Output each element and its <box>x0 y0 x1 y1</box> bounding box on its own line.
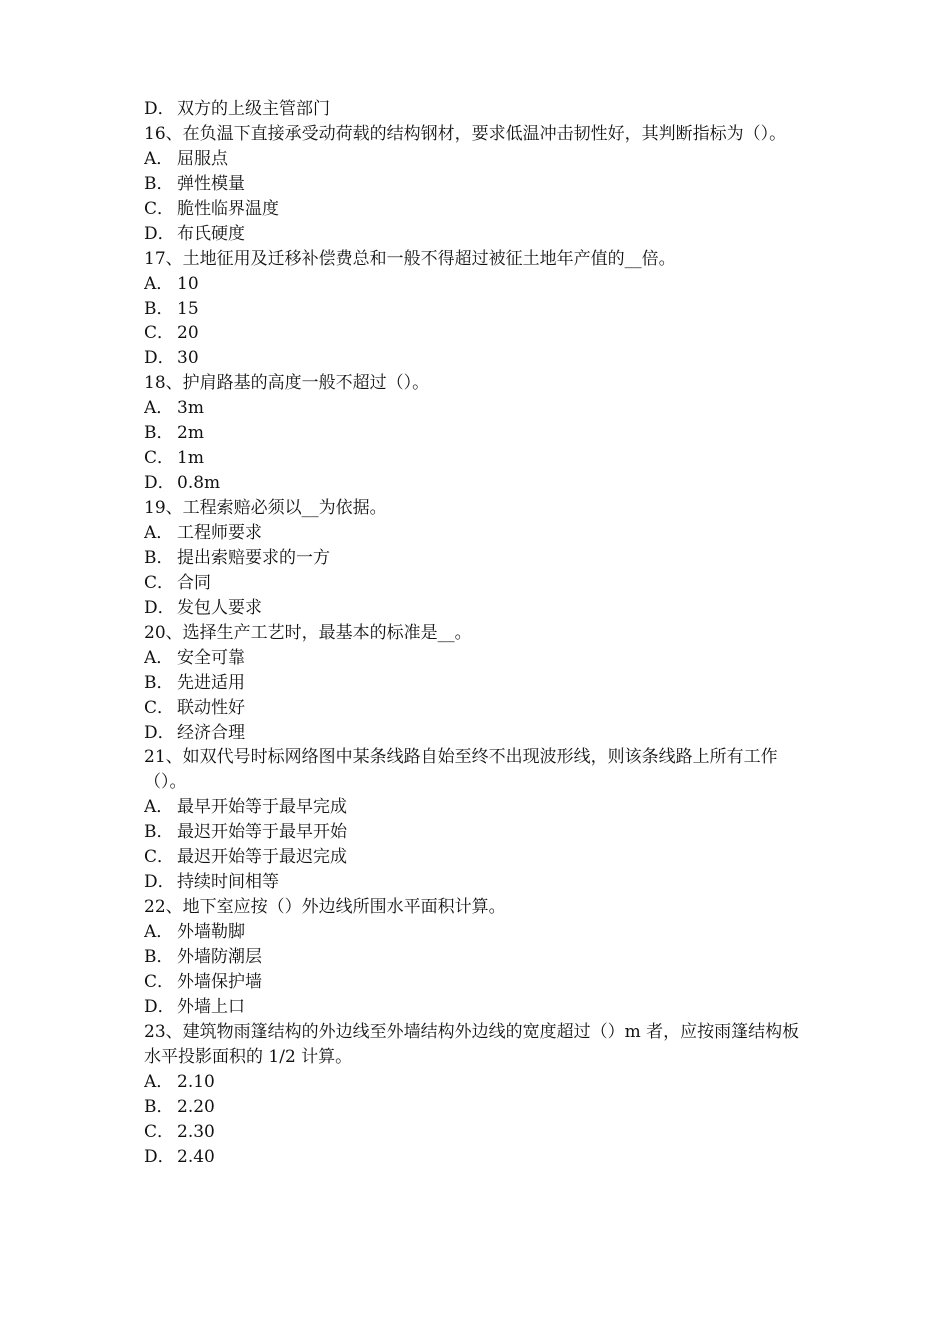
option-letter: D． <box>144 223 175 244</box>
option-letter: C． <box>144 572 175 593</box>
option-letter: A． <box>144 647 174 668</box>
option-text: 15 <box>177 298 199 319</box>
option-text: 外墙上口 <box>177 996 245 1017</box>
option-letter: C． <box>144 847 175 868</box>
question-19: 19、工程索赔必须以__为依据。 <box>144 498 387 519</box>
option-line <box>144 421 814 446</box>
option-text: 弹性模量 <box>177 173 245 194</box>
option-letter: C． <box>144 448 175 469</box>
option-text: 布氏硬度 <box>177 223 245 244</box>
question-16: 16、在负温下直接承受动荷载的结构钢材，要求低温冲击韧性好，其判断指标为（）。 <box>144 123 787 144</box>
option-text: 屈服点 <box>177 148 228 169</box>
option-text: 外墙勒脚 <box>177 922 245 943</box>
option-line <box>144 1095 814 1120</box>
option-line <box>144 471 814 496</box>
question-23: 23、建筑物雨篷结构的外边线至外墙结构外边线的宽度超过（）m 者，应按雨篷结构板水平投影面积的 1/2 计算。 <box>144 1021 800 1067</box>
option-line <box>144 446 814 471</box>
option-text: 30 <box>177 348 199 369</box>
option-line <box>144 845 814 870</box>
option-line <box>144 646 814 671</box>
option-line <box>144 820 814 845</box>
option-text: 先进适用 <box>177 672 245 693</box>
option-text: 2.40 <box>177 1146 215 1167</box>
option-text: 安全可靠 <box>177 647 245 668</box>
option-line <box>144 970 814 995</box>
question-18: 18、护肩路基的高度一般不超过（）。 <box>144 373 430 394</box>
option-letter: B． <box>144 547 174 568</box>
option-letter: A． <box>144 797 174 818</box>
option-text: 工程师要求 <box>177 523 262 543</box>
option-text: 2m <box>177 423 204 444</box>
option-text: 经济合理 <box>177 722 245 743</box>
option-text: 最迟开始等于最早开始 <box>177 822 347 843</box>
option-text: 1m <box>177 448 204 469</box>
option-line <box>144 197 814 222</box>
option-text: 10 <box>177 273 199 294</box>
option-letter: A． <box>144 1071 174 1092</box>
option-letter: D． <box>144 597 175 618</box>
option-line <box>144 97 814 122</box>
option-text: 联动性好 <box>177 697 245 718</box>
option-line <box>144 671 814 696</box>
question-21: 21、如双代号时标网络图中某条线路自始至终不出现波形线，则该条线路上所有工作（）。 <box>144 747 778 793</box>
option-letter: D． <box>144 99 175 119</box>
option-letter: C． <box>144 697 175 718</box>
option-letter: B． <box>144 672 174 693</box>
option-text: 持续时间相等 <box>177 872 279 893</box>
option-text: 外墙保护墙 <box>177 971 262 992</box>
option-letter: A． <box>144 148 174 169</box>
option-line <box>144 321 814 346</box>
option-letter: D． <box>144 1146 175 1167</box>
option-letter: D． <box>144 872 175 893</box>
option-text: 发包人要求 <box>177 597 262 618</box>
option-text: 提出索赔要求的一方 <box>177 547 330 568</box>
option-line <box>144 920 814 945</box>
option-line <box>144 721 814 746</box>
option-text: 最早开始等于最早完成 <box>177 797 347 818</box>
option-letter: C． <box>144 971 175 992</box>
option-letter: A． <box>144 273 174 294</box>
option-line <box>144 571 814 596</box>
option-line <box>144 147 814 172</box>
option-letter: A． <box>144 523 174 543</box>
option-text: 2.10 <box>177 1071 215 1092</box>
option-letter: A． <box>144 398 174 419</box>
option-letter: B． <box>144 822 174 843</box>
option-text: 2.30 <box>177 1121 215 1142</box>
option-line <box>144 222 814 247</box>
option-line <box>144 995 814 1020</box>
option-letter: C． <box>144 323 175 344</box>
option-text: 20 <box>177 323 199 344</box>
document-page <box>144 97 814 1169</box>
option-letter: D． <box>144 996 175 1017</box>
option-line <box>144 870 814 895</box>
option-text: 外墙防潮层 <box>177 947 262 967</box>
option-line <box>144 297 814 322</box>
option-line <box>144 795 814 820</box>
option-line <box>144 396 814 421</box>
option-letter: D． <box>144 722 175 743</box>
option-text: 合同 <box>177 572 211 593</box>
question-20: 20、选择生产工艺时，最基本的标准是__。 <box>144 622 472 643</box>
option-line <box>144 1120 814 1145</box>
option-letter: B． <box>144 1096 174 1117</box>
option-letter: B． <box>144 423 174 444</box>
option-text: 0.8m <box>177 473 221 494</box>
question-17: 17、土地征用及迁移补偿费总和一般不得超过被征土地年产值的__倍。 <box>144 248 676 269</box>
option-text: 2.20 <box>177 1096 215 1117</box>
option-letter: C． <box>144 1121 175 1142</box>
option-letter: B． <box>144 298 174 319</box>
option-line <box>144 272 814 297</box>
option-letter: B． <box>144 173 174 194</box>
option-line <box>144 696 814 721</box>
option-line <box>144 546 814 571</box>
option-letter: D． <box>144 473 175 494</box>
option-line <box>144 1145 814 1170</box>
option-letter: C． <box>144 198 175 219</box>
option-text: 最迟开始等于最迟完成 <box>177 847 347 868</box>
option-line <box>144 346 814 371</box>
option-letter: A． <box>144 922 174 943</box>
question-22: 22、地下室应按（）外边线所围水平面积计算。 <box>144 897 506 918</box>
option-text: 脆性临界温度 <box>177 198 279 219</box>
option-letter: D． <box>144 348 175 369</box>
option-line <box>144 596 814 621</box>
option-line <box>144 945 814 970</box>
option-text: 双方的上级主管部门 <box>177 99 330 119</box>
option-text: 3m <box>177 398 204 419</box>
option-line <box>144 521 814 546</box>
option-line <box>144 172 814 197</box>
option-line <box>144 1070 814 1095</box>
option-letter: B． <box>144 947 174 967</box>
